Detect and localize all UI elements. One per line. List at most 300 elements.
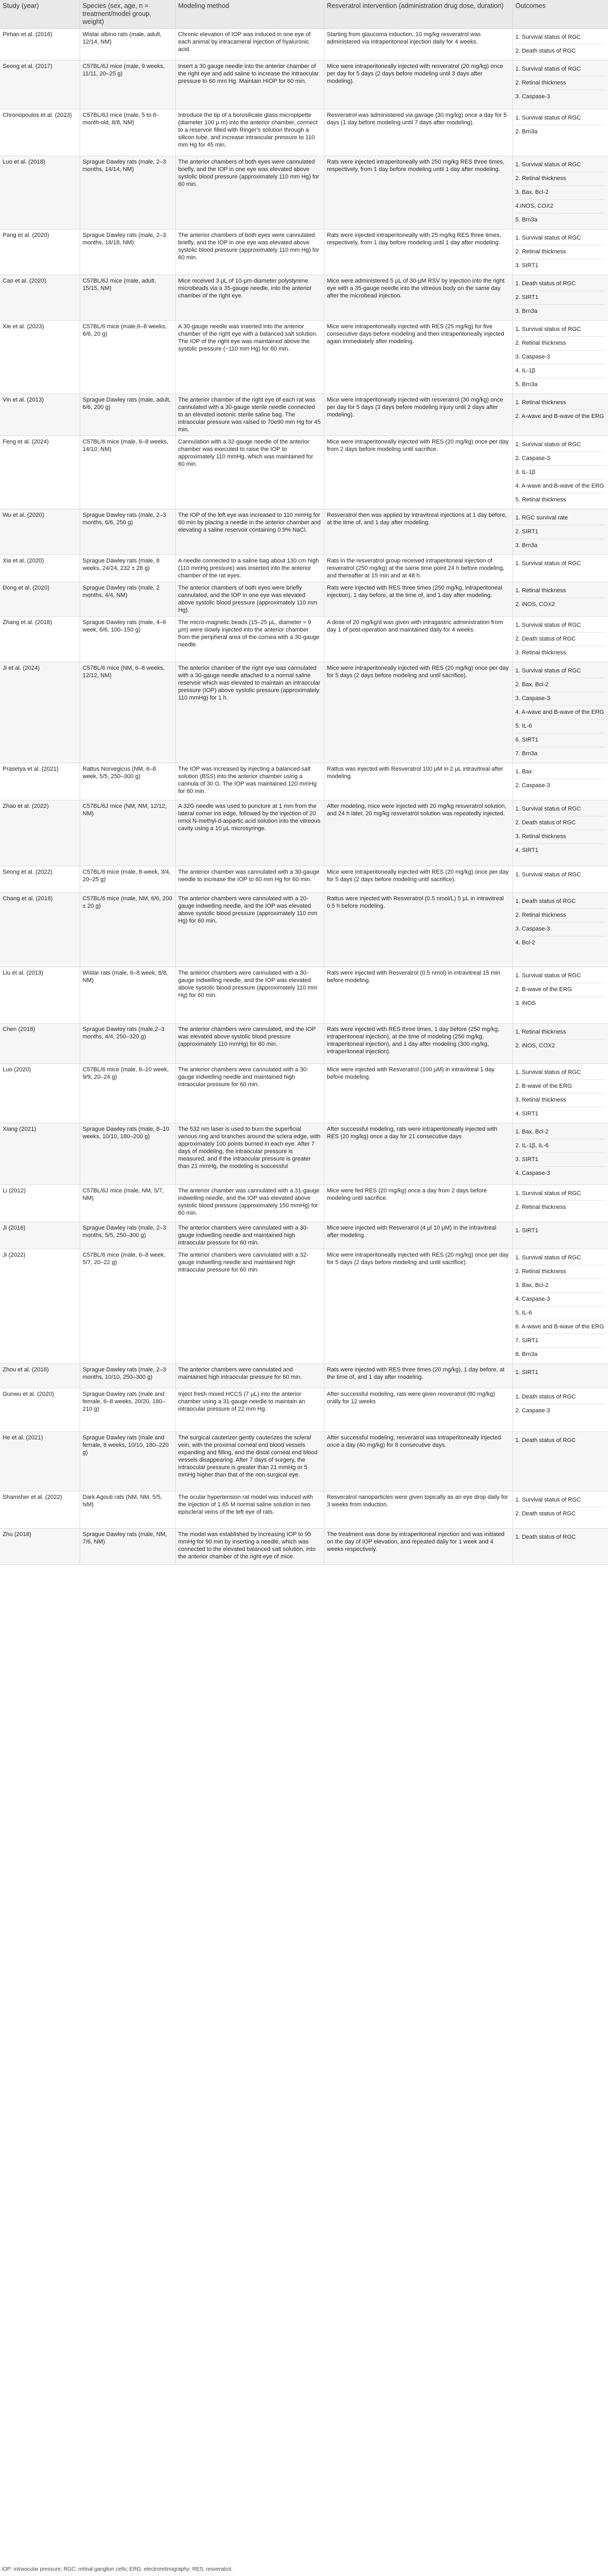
table-row [0,109,608,156]
outcome-item: 2. Retinal thickness [516,76,606,90]
cell-outcomes [512,555,608,582]
outcome-item: 5. Brn3a [515,217,538,223]
cell-intervention: Rats were injected intraperitoneally with 25 mg/kg RES three times, respectively, from 1 day before modeling until 1 day after modeling. [324,229,512,275]
outcome-item: 1. Survival status of RGC [516,63,606,76]
table-row [0,1123,608,1185]
outcome-item: 1. Death status of RGC [515,1437,576,1444]
cell-study: Pirhan et al. (2016) [0,29,80,61]
cell-method: The anterior chambers were cannulated with a 32-gauge indwelling needle and maintained high intraocular pressure for 60 min. [175,1249,324,1364]
outcome-item: 2. Caspase-3 [516,452,606,466]
outcome-item: 1. Death status of RGC [516,895,606,909]
cell-study: Chang et al. (2018) [0,893,80,967]
outcome-item: 2. Retinal thickness [516,172,606,186]
outcome-list [516,277,606,318]
header-study: Study (year) [0,0,80,29]
outcome-item: 2. SIRT1 [516,291,606,305]
cell-method: The anterior chambers were cannulated, and the IOP was elevated above systolic blood pressure (approximately 110 mmHg) for 60 min. [175,1023,324,1064]
outcome-list [516,969,606,1010]
outcome-item: 5. IL-6 [516,720,606,733]
cell-method: The anterior chambers of both eyes were cannulated briefly, and the IOP in one eye was elevated above systolic blood pressure (approximately 110 mm Hg) for 60 min. [175,156,324,229]
cell-method: The anterior chambers were cannulated with a 30-gauge indwelling needle, and the IOP was elevated above systolic blood pressure (approximately 110 mm Hg) for 60 min. [175,967,324,1023]
cell-species: C57BL/6J mice (male, 9 weeks, 11/11, 20–25 g) [80,61,175,109]
cell-study: Xia et al. (2020) [0,555,80,582]
outcome-item: 8. Brn3a [515,1351,538,1358]
cell-outcomes [512,893,608,967]
cell-species: Sprague Dawley rats (male, 8–10 weeks, 10/10, 180–200 g) [80,1123,175,1185]
outcome-item: 5. IL-6 [516,1307,606,1320]
table-row [0,509,608,555]
cell-study: Pang et al. (2020) [0,229,80,275]
cell-outcomes [512,29,608,61]
outcome-list [516,1125,606,1180]
cell-study: Liu et al. (2013) [0,967,80,1023]
outcome-item: 3. Brn3a [515,308,538,314]
cell-method: The IOP of the left eye was increased to 110 mmHg for 60 min by placing a needle in the anterior chamber and elevating a saline reservoir containing 0.9% NaCl. [175,509,324,555]
outcome-item: 3. iNOS [515,1000,536,1006]
outcome-item: 4. SIRT1 [515,1111,538,1117]
cell-outcomes [512,662,608,763]
cell-intervention: Rats were injected with RES three times, 1 day before (250 mg/kg, intraperitoneal injection), at the time of modeling (250 mg/kg, intraperitoneal injection), and 1 day after modeling (300 mg/kg, intraperitoneal injection). [324,1023,512,1064]
outcome-item: 4. SIRT1 [515,847,538,854]
cell-species: Rattus Norvegicus (NM, 6–8 week, 5/5, 250–300 g) [80,763,175,800]
cell-study: Dong et al. (2020) [0,582,80,617]
cell-intervention: After successful modeling, rats were intraperitoneally injected with RES (20 mg/kg) once a day for 21 consecutive days [324,1123,512,1185]
table-row [0,1432,608,1491]
cell-intervention: Rats in the resveratrol group received intraperitoneal injection of resveratrol (250 mg/kg) at the same time point 24 h before modeling, and thereafter at 15 min and at 48 h. [324,555,512,582]
cell-study: He et al. (2021) [0,1432,80,1491]
cell-intervention: Mice were injected with Resveratrol (100 μM) in intravitreal 1 day before modeling. [324,1064,512,1123]
cell-species: C57BL/6J mice (male, NM, 5/7, NM) [80,1185,175,1222]
cell-outcomes [512,1364,608,1388]
outcome-item: 4. IL-1β [516,364,606,378]
cell-study: Zhang et al. (2018) [0,617,80,662]
cell-method: A needle connected to a saline bag about 130 cm high (110 mmHg pressure) was inserted into the anterior chamber of the rat eyes. [175,555,324,582]
outcome-item: 1. Survival status of RGC [516,112,606,125]
cell-method: The surgical cauterizer gently cauterizes the scleral vein, with the proximal corneal end blood vessels expanding and filling, and the distal corneal end blood vessels disappearing. After 7 days of surgery, the intraocular pressure is greater than 21 mmHg or 5 mmHg higher than that of the non-surgical eye. [175,1432,324,1491]
cell-intervention: Resveratrol then was applied by intravitreal injections at 1 day before, at the time of, and 1 day after modeling. [324,509,512,555]
cell-intervention: Starting from glaucoma induction, 10 mg/kg resveratrol was administered via intraperitoneal injection daily for 4 weeks. [324,29,512,61]
outcome-item: 1. Survival status of RGC [516,438,606,452]
cell-method: The anterior chamber of the right eye of each rat was cannulated with a 30-gauge sterile needle connected to an elevated isotonic sterile saline bag. The intraocular pressure was raised to 70e90 mm Hg for 45 min. [175,394,324,436]
outcome-item: 1. Survival status of RGC [516,1251,606,1265]
outcome-item: 2. Brn3a [515,129,538,135]
table-row [0,321,608,394]
cell-study: Luo et al. (2018) [0,156,80,229]
outcome-item: 1. Survival status of RGC [516,803,606,816]
outcome-item: 3. Bax, Bcl-2 [516,1279,606,1293]
table-row [0,763,608,800]
cell-outcomes [512,394,608,436]
outcome-list [516,1224,606,1238]
outcome-list [516,158,606,227]
cell-outcomes [512,1249,608,1364]
outcome-list [516,31,606,58]
outcome-item: 1. Bax, Bcl-2 [516,1125,606,1139]
outcome-list [516,1434,606,1447]
table-row [0,1023,608,1064]
outcome-list [516,323,606,391]
outcome-item: 3. SIRT1 [516,1153,606,1167]
cell-outcomes [512,582,608,617]
cell-intervention: Mice were intraperitoneally injected with resveratrol (30 mg/kg) once per day for 5 days (3 days before modeling injury until 2 days after modeling). [324,394,512,436]
outcome-list [516,1494,606,1521]
cell-species: C57BL/6 mice (male, 8-week, 3/4, 20–25 g) [80,866,175,893]
outcome-item: 7. Brn3a [515,750,538,757]
cell-method: Mice received 3 μL of 10-μm-diameter polystyrene microbeads via a 35-gauge needle, into the anterior chamber of the right eye. [175,275,324,321]
cell-outcomes [512,1023,608,1064]
outcome-list [516,63,606,104]
cell-study: Xie et al. (2023) [0,321,80,394]
cell-outcomes [512,509,608,555]
table-row [0,1185,608,1222]
cell-outcomes [512,1123,608,1185]
outcome-list [516,1531,606,1544]
outcome-item: 2. Death status of RGC [515,1511,576,1517]
cell-intervention: Resveratrol nanoparticles were given topically as an eye drop daily for 3 weeks from induction. [324,1491,512,1529]
outcome-item: 1. Survival status of RGC [516,158,606,172]
cell-outcomes [512,321,608,394]
outcome-item: 1. SIRT1 [515,1227,538,1234]
outcome-item: 2. iNOS, COX2 [515,1043,555,1049]
cell-species: Sprague Dawley rats (male, 2–3 months, 10/10, 250–300 g) [80,1364,175,1388]
cell-species: C57BL/6J mice (male, 5 to 6-month-old, 8/8, NM) [80,109,175,156]
cell-method: The micro-magnetic beads (15–25 μL, diameter ≈ 9 μm) were slowly injected into the anterior chamber from the peripheral area of the cornea with a 30-gauge needle. [175,617,324,662]
cell-study: Prasetya et al. (2021) [0,763,80,800]
cell-method: The anterior chambers were cannulated with a 30-gauge indwelling needle and maintained high intraocular pressure for 60 min. [175,1222,324,1249]
header-intervention: Resveratrol intervention (administration drug dose, duration) [324,0,512,29]
cell-intervention: Mice were intraperitoneally injected with RES (25 mg/kg) for five consecutive days before modeling and then intraperitoneally injected again immediately after modeling. [324,321,512,394]
cell-outcomes [512,763,608,800]
table-row [0,662,608,763]
cell-method: Inject fresh mixed HCCS (7 μL) into the anterior chamber using a 31-gauge needle to maintain an intraocular pressure of 22 mm Hg. [175,1388,324,1432]
cell-species: Sprague Dawley rats (male, 2–3 months, 5/5, 250–300 g) [80,1222,175,1249]
cell-intervention: Mice were injected with Resveratrol (4 μl 10 μM) in the intravitreal after modeling. [324,1222,512,1249]
cell-species: C57BL/6 mice (male, 8–10 week, 9/9, 20–24 g) [80,1064,175,1123]
table-row [0,1491,608,1529]
outcome-item: 1. SIRT1 [515,1369,538,1376]
outcome-list [516,557,606,570]
cell-study: Chronopoulos et al. (2023) [0,109,80,156]
outcome-list [516,1066,606,1121]
outcome-list [516,511,606,552]
cell-intervention: Mice were intraperitoneally injected with RES (20 mg/kg) once per day from 2 days before modeling until sacrifice. [324,436,512,509]
outcome-item: 3. SIRT1 [515,262,538,269]
cell-outcomes [512,109,608,156]
cell-intervention: Rattus were injected with Resveratrol (0.5 nmol/L) 5 μL in intravitreal 0.5 h before modeling. [324,893,512,967]
cell-intervention: Mice were fed RES (20 mg/kg) once a day from 2 days before modeling until sacrifice. [324,1185,512,1222]
cell-outcomes [512,1491,608,1529]
outcome-item: 2. Caspase-3 [515,782,550,789]
cell-intervention: A dose of 20 mg/kg/d was given with intragastric administration from day 1 of post-operation and maintained daily for 4 weeks. [324,617,512,662]
cell-intervention: After successful modeling, rats were given resveratrol (80 mg/kg) orally for 12 weeks [324,1388,512,1432]
cell-method: The 532 nm laser is used to burn the superficial venous ring and branches around the sclera edge, with approximately 100 points burned in each eye. After 7 days of modeling, the intraocular pressure is measured, and if the intraocular pressure is greater than 21 mmHg, the modeling is successful [175,1123,324,1185]
cell-intervention: Resveratrol was administered via gavage (30 mg/kg) once a day for 5 days (1 day before modeling until 7 days after modeling). [324,109,512,156]
cell-method: The anterior chambers were cannulated with a 30-gauge indwelling needle and maintained high intraocular pressure for 60 min. [175,1064,324,1123]
cell-outcomes [512,229,608,275]
outcome-item: 2. Death status of RGC [515,48,576,54]
cell-intervention: After successful modeling, resveratrol was intraperitoneally injected once a day (40 mg/kg) for 8 consecutive days. [324,1432,512,1491]
cell-intervention: Mice were intraperitoneally injected with resveratrol (20 mg/kg) once per day for 5 days (2 days before modeling until 3 days after modeling). [324,61,512,109]
outcome-item: 4. A-wave and B-wave of the ERG [516,480,606,493]
cell-outcomes [512,275,608,321]
outcome-item: 2. Retinal thickness [516,245,606,259]
outcome-list [516,438,606,507]
table-row [0,893,608,967]
outcome-item: 3. Brn3a [515,542,538,549]
outcome-item: 1. Retinal thickness [516,1026,606,1039]
outcome-item: 1. Survival status of RGC [516,1494,606,1507]
cell-study: Zhou et al. (2016) [0,1364,80,1388]
cell-species: Wistar albino rats (male, adult, 12/14, NM) [80,29,175,61]
table-row [0,436,608,509]
outcome-item: 1. Survival status of RGC [516,1066,606,1080]
cell-outcomes [512,800,608,866]
outcome-item: 1. Survival status of RGC [516,323,606,337]
outcome-item: 2. Caspase-3 [515,1408,550,1414]
cell-species: C57BL/6 mice (male,6–8 weeks, 6/6, 20 g) [80,321,175,394]
outcome-item: 3. IL-1β [516,466,606,480]
outcome-list [516,868,606,882]
cell-species: C57BL/6J mice (NM, NM, 12/12, NM) [80,800,175,866]
cell-method: The IOP was increased by injecting a balanced salt solution (BSS) into the anterior chamber using a cannula of 30 G. The IOP was maintained 120 mmHg for 60 min. [175,763,324,800]
table-row [0,61,608,109]
outcome-item: 1. Retinal thickness [516,584,606,598]
outcome-item: 2. Death status of RGC [516,816,606,830]
cell-outcomes [512,1222,608,1249]
outcome-item: 5. Retinal thickness [515,497,566,503]
outcome-item: 3. Bax, Bcl-2 [516,186,606,200]
outcome-item: 3. Caspase-3 [516,351,606,364]
outcome-list [516,1251,606,1361]
outcome-item: 2. Retinal thickness [515,1204,566,1210]
cell-outcomes [512,61,608,109]
cell-intervention: Rats were injected intraperitoneally with 250 mg/kg RES three times, respectively, from 1 day before modeling until 1 day after modeling. [324,156,512,229]
cell-study: Seong et al. (2022) [0,866,80,893]
outcome-item: 1. Survival status of RGC [515,872,581,878]
table-row [0,1222,608,1249]
outcome-item: 4.iNOS, COX2 [516,200,606,214]
cell-species: Sprague Dawley rats (male, 2–3 months, 18/18, NM) [80,229,175,275]
outcome-item: 1. Death status of RGC [516,277,606,291]
cell-intervention: Mice were intraperitoneally injected with RES (20 mg/kg) once per day for 5 days (2 days before modeling and until sacrifice). [324,662,512,763]
outcome-item: 2. Bax, Bcl-2 [516,678,606,692]
outcome-item: 2. B-wave of the ERG [516,983,606,997]
header-outcomes: Outcomes [512,0,608,29]
table-row [0,582,608,617]
outcome-item: 2. Retinal thickness [516,337,606,351]
cell-method: The anterior chamber was cannulated with a 30-gauge needle to increase the IOP to 60 mm Hg for 60 min. [175,866,324,893]
cell-study: Shamsher et al. (2022) [0,1491,80,1529]
cell-species: C57BL/6 mice (male, 6–8 weeks, 14/10, NM) [80,436,175,509]
cell-method: Insert a 30 gauge needle into the anterior chamber of the right eye and add saline to increase the intraocular pressure to 60 mm Hg. Maintain HIOP for 60 min. [175,61,324,109]
cell-species: C57BL/6 mice (NM, 6–8 weeks, 12/12, NM) [80,662,175,763]
outcome-item: 1. Survival status of RGC [516,969,606,983]
table-row [0,1364,608,1388]
table-row [0,617,608,662]
cell-species: Sprague Dawley rats (male and female, 8 weeks, 10/10, 180–220 g) [80,1432,175,1491]
cell-study: Seong et al. (2017) [0,61,80,109]
outcome-list [516,1187,606,1214]
cell-study: Wu et al. (2020) [0,509,80,555]
cell-species: Sprague Dawley rats (male, NM, 7/6, NM) [80,1529,175,1565]
outcome-item: 2. Retinal thickness [516,1265,606,1279]
cell-outcomes [512,967,608,1023]
outcome-item: 4. A-wave and B-wave of the ERG [516,706,606,720]
cell-study: Feng et al. (2024) [0,436,80,509]
outcome-list [516,664,606,761]
table-row [0,275,608,321]
outcome-item: 6. SIRT1 [516,733,606,747]
cell-study: Chen (2018) [0,1023,80,1064]
table-row [0,1249,608,1364]
outcome-item: 3. Caspase-3 [515,93,550,100]
cell-method: The anterior chambers of both eyes were briefly cannulated, and the IOP in one eye was elevated above systolic blood pressure (approximately 110 mm Hg). [175,582,324,617]
outcome-item: 1. Survival status of RGC [516,31,606,45]
cell-method: A 32G needle was used to puncture at 1 mm from the lateral corner iris edge, followed by the injection of 20 nmol N-methyl-d-aspartic acid solution into the vitreous cavity using a 10 μL microsyringe. [175,800,324,866]
cell-intervention: Rats were injected with Resveratrol (0.5 nmol) in intravitreal 15 min before modeling. [324,967,512,1023]
cell-study: Ji et al. (2024) [0,662,80,763]
cell-method: The anterior chambers were cannulated with a 20-gauge indwelling needle, and the IOP was elevated above systolic blood pressure (approximately 110 mm Hg) for 60 min. [175,893,324,967]
outcome-item: 2. IL-1β, IL-6 [516,1139,606,1153]
outcome-item: 6. A-wave and B-wave of the ERG [516,1320,606,1334]
cell-intervention: Mice were intraperitoneally injected with RES (20 mg/kg) once per day for 5 days (2 days before modeling and until sacrifice). [324,1249,512,1364]
table-footnote: IOP: intraocular pressure; RGC: retinal ganglion cells; ERG: electroretinography; RES: resveratrol. [2,2566,233,2572]
cell-species: C57BL/6 mice (male, 6–8 week, 5/7, 20–22 g) [80,1249,175,1364]
cell-method: Chronic elevation of IOP was induced in one eye of each animal by intracameral injection of hyaluronic acid. [175,29,324,61]
cell-outcomes [512,1064,608,1123]
outcome-item: 5. Brn3a [515,381,538,388]
outcome-item: 2. B-wave of the ERG [516,1080,606,1094]
cell-study: Zhu (2018) [0,1529,80,1565]
cell-study: Luo (2020) [0,1064,80,1123]
outcome-item: 3. Retinal thickness [516,830,606,844]
header-species: Species (sex, age, n = treatment/model group, weight) [80,0,175,29]
outcome-item: 1. Bax [516,765,606,779]
cell-species: Sprague Dawley rats (male, 4–6 week, 6/6, 100–150 g) [80,617,175,662]
table-row [0,1388,608,1432]
outcome-item: 1. Survival status of RGC [516,619,606,633]
cell-method: A 30-gauge needle was inserted into the anterior chamber of the right eye with a balanced salt solution. The IOP of the right eye was maintained above the systolic pressure (~110 mm Hg) for 60 min. [175,321,324,394]
outcome-item: 3. Caspase-3 [516,923,606,936]
cell-outcomes [512,156,608,229]
cell-study: Cao et al. (2020) [0,275,80,321]
outcome-item: 4. Bcl-2 [515,940,535,946]
cell-outcomes [512,1185,608,1222]
cell-species: C57BL/6J mice (male, adult, 15/15, NM) [80,275,175,321]
outcome-list [516,396,606,423]
cell-outcomes [512,436,608,509]
cell-species: Sprague Dawley rats (male, adult, 6/6, 200 g) [80,394,175,436]
cell-species: C57BL/6 mice (male, NM, 6/6, 200 ± 20 g) [80,893,175,967]
cell-intervention: Rats were injected with RES three times (250 mg/kg, intraperitoneal injection), 1 day before, at the time of, and 1 day after modeling. [324,582,512,617]
cell-intervention: Mice were intraperitoneally injected with RES (20 mg/kg) once per day for 5 days (2 days before modeling until sacrifice). [324,866,512,893]
cell-study: Li (2012) [0,1185,80,1222]
outcome-item: 2. iNOS, COX2 [515,601,555,608]
cell-outcomes [512,617,608,662]
outcome-item: 2. Death status of RGC [516,633,606,646]
outcome-item: 1. Survival status of RGC [516,664,606,678]
outcome-list [516,765,606,792]
cell-method: The ocular hypertension rat model was induced with the injection of 1.65 M normal saline solution in two episcleral veins of the left eye of rats. [175,1491,324,1529]
cell-method: Cannulation with a 32-gauge needle of the anterior chamber was executed to raise the IOP to approximately 110 mmHg, which was maintained for 60 min. [175,436,324,509]
header-method: Modeling method [175,0,324,29]
table-row [0,800,608,866]
cell-study: Vin et al. (2013) [0,394,80,436]
outcome-item: 1. Retinal thickness [516,396,606,410]
cell-species: Sprague Dawley rats (male, 8 weeks, 24/24, 232 ± 28 g) [80,555,175,582]
cell-intervention: Rattus was injected with Resveratrol 100 μM in 2 μL intravitreal after modeling. [324,763,512,800]
cell-study: Zhao et al. (2022) [0,800,80,866]
outcome-item: 1. Death status of RGC [516,1391,606,1404]
outcome-item: 7. SIRT1 [516,1334,606,1348]
cell-species: Wistar rats (male, 6–8 week, 8/8, NM) [80,967,175,1023]
cell-intervention: After modeling, mice were injected with 20 mg/kg resveratrol solution, and 24 h later, 20 mg/kg resveratrol solution was repeatedly injected. [324,800,512,866]
table-row [0,555,608,582]
cell-method: The anterior chamber of the right eye was cannulated with a 30-gauge needle attached to a normal saline reservoir which was elevated to maintain an intraocular pressure (IOP) above systolic pressure (approximately 110 mmHg) for 1 h. [175,662,324,763]
table-header [0,0,608,29]
cell-study: Ji (2022) [0,1249,80,1364]
outcome-item: 3. Caspase-3 [516,692,606,706]
outcome-item: 1. RGC survival rate [516,511,606,525]
outcome-item: 2. SIRT1 [516,525,606,539]
cell-study: Xiang (2021) [0,1123,80,1185]
outcome-item: 1. Survival status of RGC [515,560,581,567]
outcome-item: 3. Retinal thickness [515,650,566,656]
cell-intervention: The treatment was done by intraperitoneal injection and was initiated on the day of IOP elevation, and repeated daily for 1 week and 4 weeks respectively. [324,1529,512,1565]
outcome-item: 1. Survival status of RGC [516,232,606,245]
outcome-list [516,895,606,950]
outcome-item: 1. Survival status of RGC [516,1187,606,1201]
cell-species: Sprague Dawley rats (male, 2–3 months, 6/6, 250 g) [80,509,175,555]
cell-outcomes [512,1388,608,1432]
cell-outcomes [512,866,608,893]
outcome-list [516,1026,606,1053]
outcome-list [516,1391,606,1418]
outcome-list [516,1366,606,1379]
table-row [0,967,608,1023]
cell-method: The anterior chambers of both eyes were cannulated briefly, and the IOP in one eye was elevated above systolic blood pressure (approximately 110 mm Hg) for 60 min. [175,229,324,275]
cell-species: Sprague Dawley rats (male,2–3 months, 4/4, 250–320 g) [80,1023,175,1064]
cell-method: Introduce the tip of a borosilicate glass micropipette (diameter 100 μ m) into the anterior chamber, connect to a reservoir filled with Ringer's solution through a silicon tube, and increase intraocular pressure to 110 mm Hg for 45 min. [175,109,324,156]
cell-method: The model was established by increasing IOP to 95 mmHg for 90 min by inserting a needle, which was connected to the elevated balanced salt solution, into the anterior chamber of the right eye of mice. [175,1529,324,1565]
table-row [0,29,608,61]
outcome-item: 4. Caspase-3 [516,1293,606,1307]
outcome-item: 4. Caspase-3 [515,1170,550,1176]
outcome-list [516,619,606,660]
cell-method: The anterior chambers were cannulated and maintained high intraocular pressure for 60 min. [175,1364,324,1388]
table-row [0,1064,608,1123]
outcome-list [516,584,606,611]
outcome-item: 1. Death status of RGC [515,1534,576,1540]
outcome-item: 2. Retinal thickness [516,909,606,923]
cell-method: The anterior chamber was cannulated with a 31-gauge indwelling needle, and the IOP was elevated above systolic blood pressure (approximately 150 mmHg) for 60 min. [175,1185,324,1222]
cell-outcomes [512,1529,608,1565]
cell-study: Ji (2016) [0,1222,80,1249]
outcome-list [516,803,606,857]
outcome-list [516,232,606,272]
cell-study: Gunwu et al. (2020) [0,1388,80,1432]
table-row [0,866,608,893]
table-row [0,1529,608,1565]
outcome-list [516,112,606,139]
cell-species: Sprague Dawley rats (male, 2–3 months, 14/14, NM) [80,156,175,229]
table-row [0,156,608,229]
table-row [0,229,608,275]
cell-intervention: Rats were injected with RES three times (20 mg/kg), 1 day before, at the time of, and 1 day after modeling. [324,1364,512,1388]
table-row [0,394,608,436]
cell-species: Sprague Dawley rats (male and female, 6–8 weeks, 20/20, 180–210 g) [80,1388,175,1432]
table-body [0,29,608,1565]
